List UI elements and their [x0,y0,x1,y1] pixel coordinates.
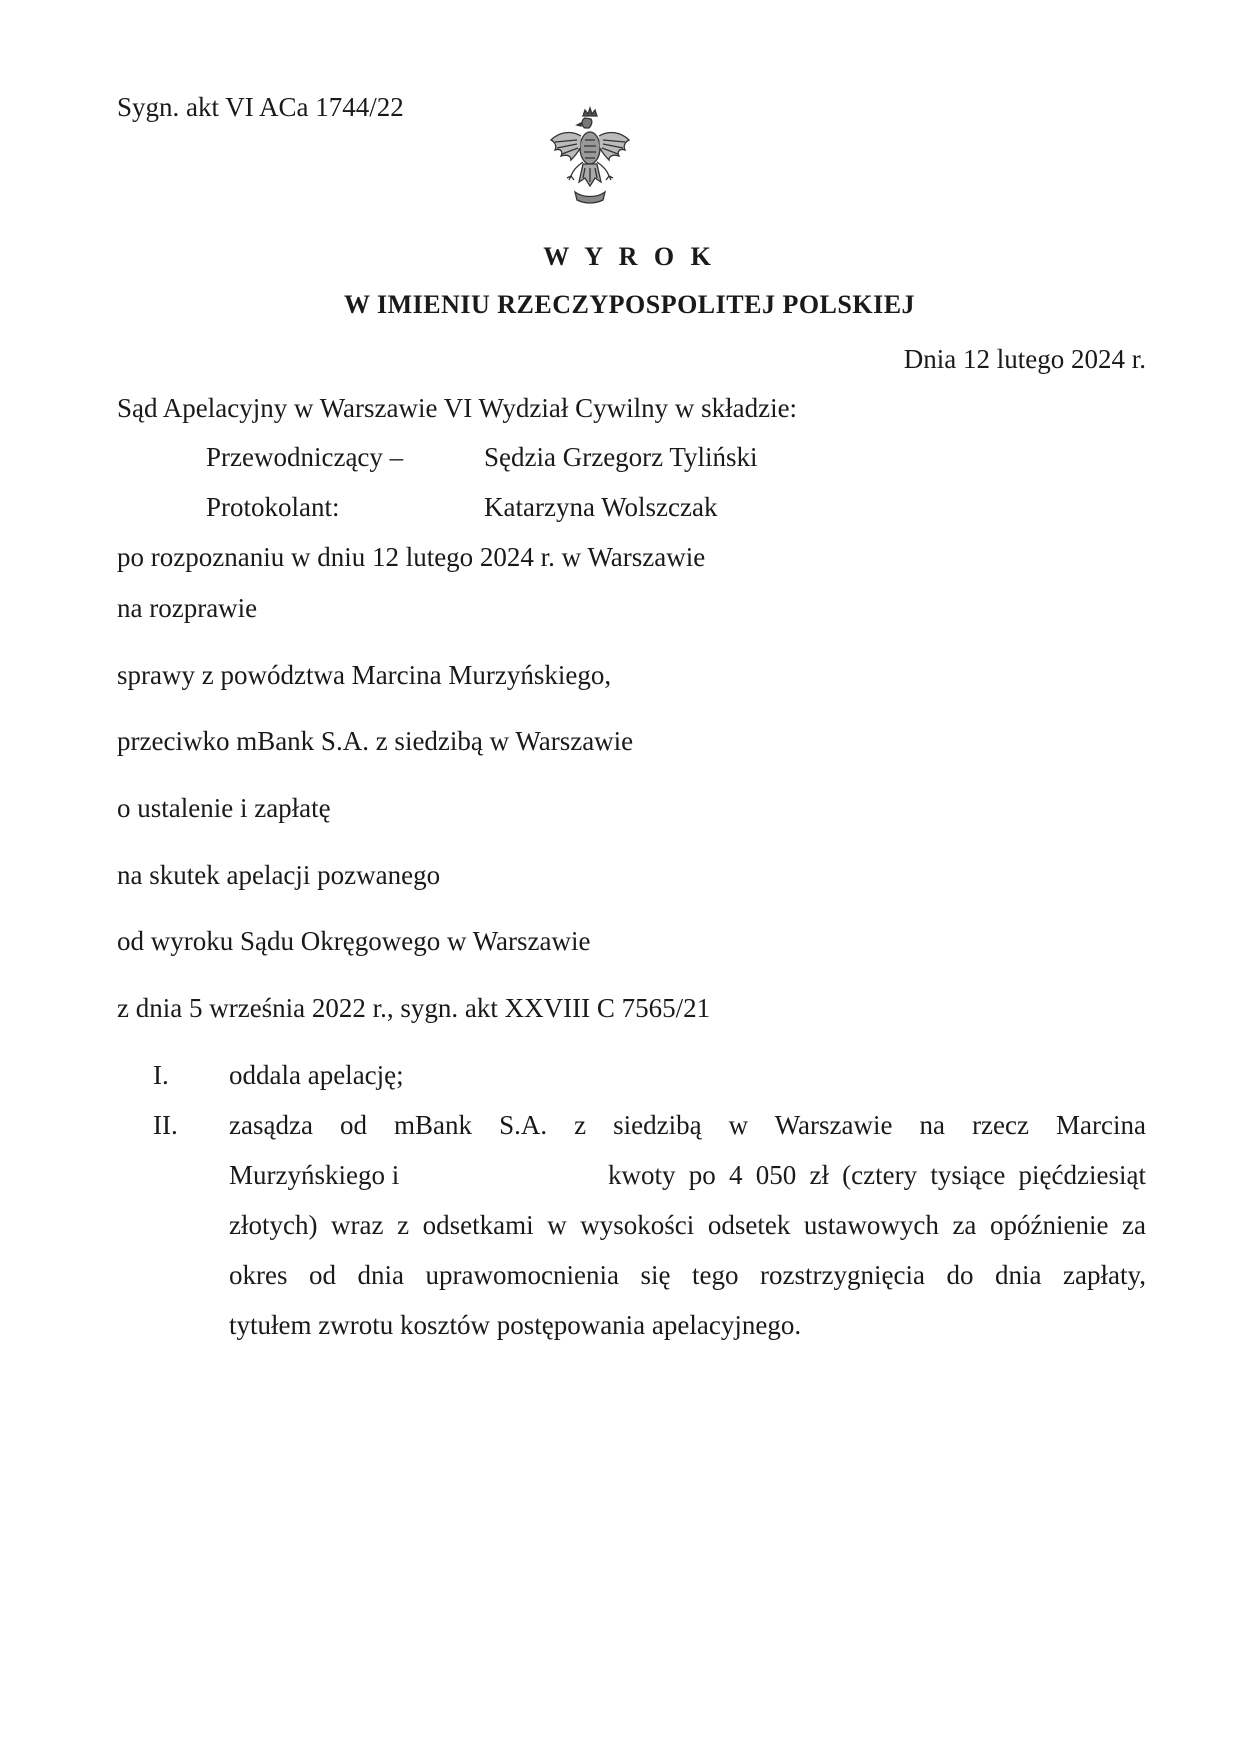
proceedings-line-8: z dnia 5 września 2022 r., sygn. akt XXVIII C 7565/21 [117,993,711,1023]
ruling-item-2-number: II. [153,1110,178,1140]
proceedings-line-6: na skutek apelacji pozwanego [117,860,441,890]
ruling-item-2-line-3: złotych) wraz z odsetkami w wysokości odsetek ustawowych za opóźnienie za [229,1210,1146,1240]
proceedings-line-2: na rozprawie [117,593,258,623]
document-subtitle: W IMIENIU RZECZYPOSPOLITEJ POLSKIEJ [343,290,916,319]
proceedings-line-5: o ustalenie i zapłatę [117,793,331,823]
ruling-item-2-line-5: tytułem zwrotu kosztów postępowania apelacyjnego. [229,1310,802,1340]
chair-role: Przewodniczący – [206,442,404,472]
clerk-name: Katarzyna Wolszczak [484,492,718,522]
proceedings-line-7: od wyroku Sądu Okręgowego w Warszawie [117,926,591,956]
ruling-item-1-text: oddala apelację; [229,1060,404,1090]
judgment-date: Dnia 12 lutego 2024 r. [903,344,1146,374]
ruling-item-2-line-2-end: kwoty po 4 050 zł (cztery tysiące pięćdziesiąt [608,1160,1146,1190]
ruling-item-2-line-2-start: Murzyńskiego i [229,1160,400,1190]
chair-name: Sędzia Grzegorz Tyliński [484,442,758,472]
court-composition: Sąd Apelacyjny w Warszawie VI Wydział Cywilny w składzie: [117,393,798,423]
polish-eagle-emblem-icon [545,106,635,206]
proceedings-line-3: sprawy z powództwa Marcina Murzyńskiego, [117,660,612,690]
ruling-item-2-line-1: zasądza od mBank S.A. z siedzibą w Warszawie na rzecz Marcina [229,1110,1146,1140]
ruling-item-1-number: I. [153,1060,169,1090]
proceedings-line-4: przeciwko mBank S.A. z siedzibą w Warszawie [117,726,634,756]
proceedings-line-1: po rozpoznaniu w dniu 12 lutego 2024 r. w Warszawie [117,542,706,572]
case-number: Sygn. akt VI ACa 1744/22 [117,92,404,122]
ruling-item-2-line-4: okres od dnia uprawomocnienia się tego rozstrzygnięcia do dnia zapłaty, [229,1260,1146,1290]
clerk-role: Protokolant: [206,492,340,522]
document-title: W Y R O K [543,242,716,271]
